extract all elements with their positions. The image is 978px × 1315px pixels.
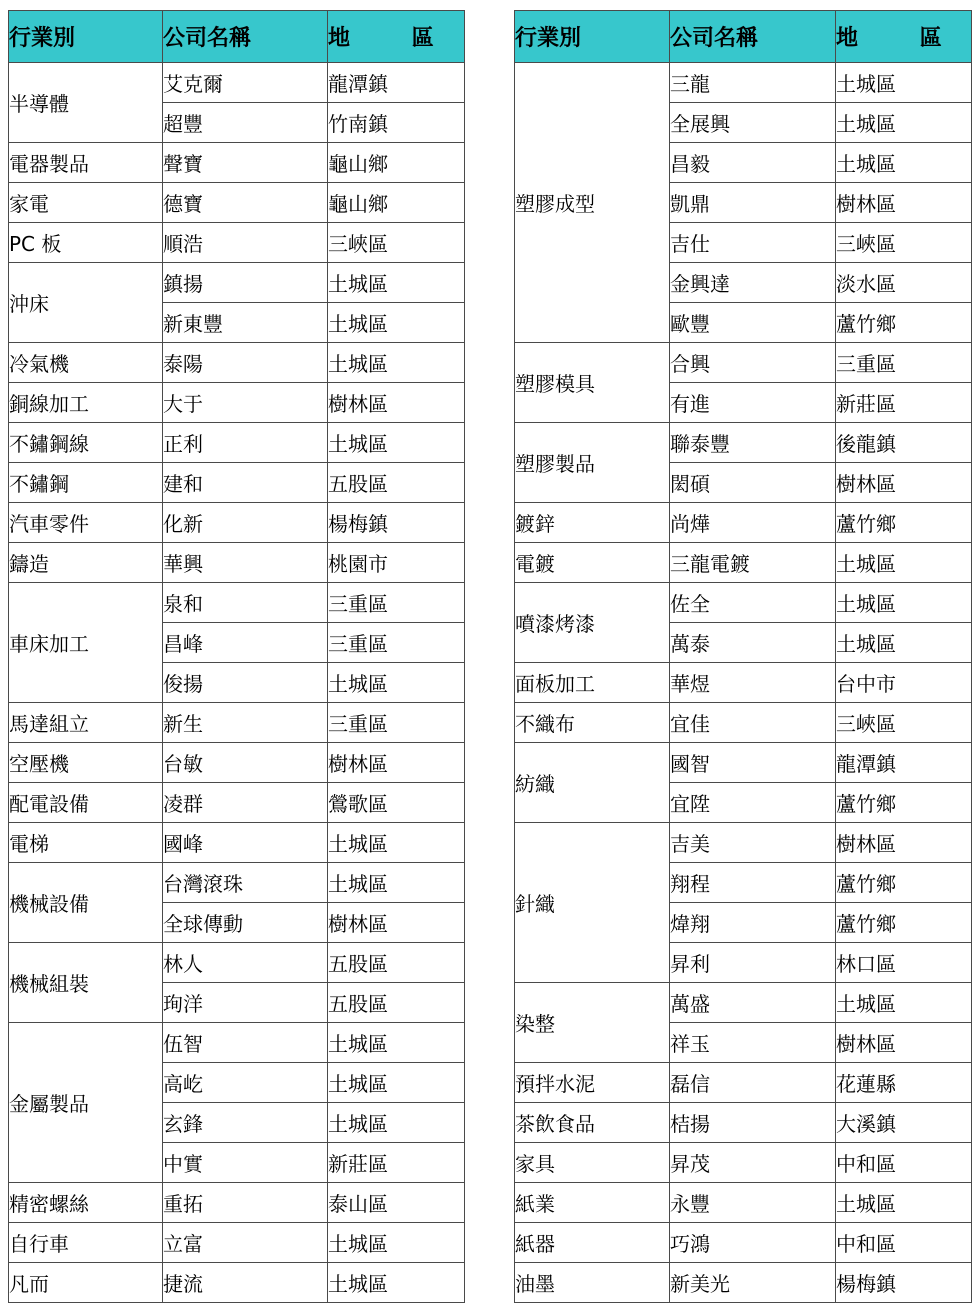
industry-cell: 自行車	[9, 1223, 163, 1263]
industry-cell: PC 板	[9, 223, 163, 263]
company-cell: 三龍電鍍	[670, 543, 836, 583]
company-cell: 重拓	[163, 1183, 328, 1223]
table-row	[515, 343, 972, 383]
industry-cell: 機械組裝	[9, 943, 163, 1023]
table-body-right	[515, 63, 972, 1303]
table-row	[515, 1263, 972, 1303]
company-cell: 祥玉	[670, 1023, 836, 1063]
region-cell: 土城區	[836, 143, 972, 183]
header-region	[328, 11, 465, 63]
company-cell: 艾克爾	[163, 63, 328, 103]
region-cell: 土城區	[836, 1183, 972, 1223]
header-row	[515, 11, 972, 63]
region-cell: 土城區	[328, 823, 465, 863]
industry-cell: 配電設備	[9, 783, 163, 823]
region-cell: 三重區	[328, 703, 465, 743]
company-cell: 大于	[163, 383, 328, 423]
industry-cell: 電梯	[9, 823, 163, 863]
company-cell: 永豐	[670, 1183, 836, 1223]
company-cell: 新東豐	[163, 303, 328, 343]
table-row	[515, 63, 972, 103]
region-cell: 土城區	[328, 663, 465, 703]
company-cell: 有進	[670, 383, 836, 423]
company-table-left	[8, 10, 465, 1303]
industry-cell: 電鍍	[515, 543, 670, 583]
company-cell: 華煜	[670, 663, 836, 703]
header-region-label: 地 區	[836, 26, 962, 51]
region-cell: 蘆竹鄉	[836, 863, 972, 903]
company-cell: 泉和	[163, 583, 328, 623]
table-row	[9, 703, 465, 743]
region-cell: 台中市	[836, 663, 972, 703]
header-row	[9, 11, 465, 63]
region-cell: 土城區	[328, 1103, 465, 1143]
company-cell: 磊信	[670, 1063, 836, 1103]
company-cell: 伍智	[163, 1023, 328, 1063]
region-cell: 土城區	[836, 623, 972, 663]
industry-cell: 茶飲食品	[515, 1103, 670, 1143]
header-region	[836, 11, 972, 63]
company-cell: 國智	[670, 743, 836, 783]
company-cell: 國峰	[163, 823, 328, 863]
region-cell: 新莊區	[328, 1143, 465, 1183]
header-industry: 行業別	[9, 11, 163, 63]
company-cell: 新生	[163, 703, 328, 743]
table-row	[9, 63, 465, 103]
region-cell: 土城區	[328, 1263, 465, 1303]
table-row	[9, 343, 465, 383]
region-cell: 五股區	[328, 983, 465, 1023]
industry-cell: 不織布	[515, 703, 670, 743]
region-cell: 龜山鄉	[328, 143, 465, 183]
industry-cell: 染整	[515, 983, 670, 1063]
region-cell: 樹林區	[328, 743, 465, 783]
table-row	[515, 503, 972, 543]
industry-cell: 空壓機	[9, 743, 163, 783]
table-row	[9, 823, 465, 863]
region-cell: 三峽區	[328, 223, 465, 263]
table-row	[9, 143, 465, 183]
region-cell: 蘆竹鄉	[836, 783, 972, 823]
company-cell: 巧鴻	[670, 1223, 836, 1263]
company-cell: 宜佳	[670, 703, 836, 743]
region-cell: 後龍鎮	[836, 423, 972, 463]
industry-cell: 家具	[515, 1143, 670, 1183]
region-cell: 龍潭鎮	[328, 63, 465, 103]
industry-cell: 塑膠製品	[515, 423, 670, 503]
region-cell: 龍潭鎮	[836, 743, 972, 783]
industry-cell: 紡織	[515, 743, 670, 823]
region-cell: 龜山鄉	[328, 183, 465, 223]
industry-cell: 不鏽鋼線	[9, 423, 163, 463]
company-cell: 建和	[163, 463, 328, 503]
region-cell: 三重區	[836, 343, 972, 383]
company-cell: 合興	[670, 343, 836, 383]
region-cell: 五股區	[328, 943, 465, 983]
company-cell: 吉仕	[670, 223, 836, 263]
industry-cell: 鑄造	[9, 543, 163, 583]
header-company: 公司名稱	[670, 11, 836, 63]
industry-cell: 汽車零件	[9, 503, 163, 543]
region-cell: 鶯歌區	[328, 783, 465, 823]
company-cell: 三龍	[670, 63, 836, 103]
region-cell: 土城區	[328, 1223, 465, 1263]
table-row	[515, 1143, 972, 1183]
region-cell: 樹林區	[836, 183, 972, 223]
region-cell: 樹林區	[836, 823, 972, 863]
region-cell: 三峽區	[836, 223, 972, 263]
region-cell: 土城區	[836, 103, 972, 143]
region-cell: 樹林區	[836, 463, 972, 503]
industry-cell: 紙業	[515, 1183, 670, 1223]
table-row	[515, 1183, 972, 1223]
table-row	[9, 1263, 465, 1303]
company-cell: 鎮揚	[163, 263, 328, 303]
table-row	[515, 663, 972, 703]
region-cell: 竹南鎮	[328, 103, 465, 143]
company-cell: 林人	[163, 943, 328, 983]
company-cell: 德寶	[163, 183, 328, 223]
region-cell: 土城區	[328, 303, 465, 343]
table-row	[515, 1063, 972, 1103]
table-row	[9, 1023, 465, 1063]
company-cell: 順浩	[163, 223, 328, 263]
table-row	[515, 823, 972, 863]
table-row	[515, 1223, 972, 1263]
industry-cell: 不鏽鋼	[9, 463, 163, 503]
table-row	[9, 223, 465, 263]
table-row	[515, 743, 972, 783]
company-cell: 台敏	[163, 743, 328, 783]
company-cell: 尚燁	[670, 503, 836, 543]
industry-cell: 半導體	[9, 63, 163, 143]
company-cell: 台灣滾珠	[163, 863, 328, 903]
company-cell: 中實	[163, 1143, 328, 1183]
company-cell: 昇利	[670, 943, 836, 983]
table-row	[9, 1183, 465, 1223]
company-cell: 宜陞	[670, 783, 836, 823]
table-row	[9, 1223, 465, 1263]
company-cell: 捷流	[163, 1263, 328, 1303]
company-cell: 華興	[163, 543, 328, 583]
company-cell: 桔揚	[670, 1103, 836, 1143]
region-cell: 蘆竹鄉	[836, 503, 972, 543]
company-cell: 珣洋	[163, 983, 328, 1023]
company-cell: 聲寶	[163, 143, 328, 183]
region-cell: 土城區	[836, 583, 972, 623]
industry-cell: 凡而	[9, 1263, 163, 1303]
region-cell: 楊梅鎮	[328, 503, 465, 543]
region-cell: 花蓮縣	[836, 1063, 972, 1103]
industry-cell: 機械設備	[9, 863, 163, 943]
industry-cell: 精密螺絲	[9, 1183, 163, 1223]
region-cell: 土城區	[328, 1023, 465, 1063]
industry-cell: 塑膠模具	[515, 343, 670, 423]
industry-cell: 噴漆烤漆	[515, 583, 670, 663]
industry-cell: 車床加工	[9, 583, 163, 703]
region-cell: 桃園市	[328, 543, 465, 583]
company-cell: 煒翔	[670, 903, 836, 943]
region-cell: 蘆竹鄉	[836, 303, 972, 343]
region-cell: 五股區	[328, 463, 465, 503]
industry-cell: 家電	[9, 183, 163, 223]
industry-cell: 沖床	[9, 263, 163, 343]
region-cell: 三重區	[328, 623, 465, 663]
company-table-right	[514, 10, 972, 1303]
table-row	[515, 703, 972, 743]
company-cell: 俊揚	[163, 663, 328, 703]
company-cell: 全展興	[670, 103, 836, 143]
table-row	[9, 183, 465, 223]
table-row	[9, 783, 465, 823]
table-row	[515, 543, 972, 583]
header-company: 公司名稱	[163, 11, 328, 63]
region-cell: 新莊區	[836, 383, 972, 423]
table-row	[9, 383, 465, 423]
company-cell: 凌群	[163, 783, 328, 823]
company-cell: 金興達	[670, 263, 836, 303]
table-row	[9, 583, 465, 623]
region-cell: 樹林區	[328, 903, 465, 943]
company-cell: 玄鋒	[163, 1103, 328, 1143]
table-row	[9, 543, 465, 583]
table-row	[515, 423, 972, 463]
table-row	[9, 863, 465, 903]
table-row	[9, 503, 465, 543]
company-cell: 佐全	[670, 583, 836, 623]
industry-cell: 針織	[515, 823, 670, 983]
company-cell: 高屹	[163, 1063, 328, 1103]
region-cell: 中和區	[836, 1143, 972, 1183]
industry-cell: 面板加工	[515, 663, 670, 703]
industry-cell: 冷氣機	[9, 343, 163, 383]
table-row	[9, 263, 465, 303]
region-cell: 土城區	[328, 1063, 465, 1103]
company-cell: 泰陽	[163, 343, 328, 383]
industry-cell: 金屬製品	[9, 1023, 163, 1183]
region-cell: 大溪鎮	[836, 1103, 972, 1143]
company-cell: 閎碩	[670, 463, 836, 503]
region-cell: 樹林區	[328, 383, 465, 423]
region-cell: 中和區	[836, 1223, 972, 1263]
company-cell: 萬盛	[670, 983, 836, 1023]
company-cell: 萬泰	[670, 623, 836, 663]
company-cell: 昌毅	[670, 143, 836, 183]
region-cell: 蘆竹鄉	[836, 903, 972, 943]
industry-cell: 馬達組立	[9, 703, 163, 743]
region-cell: 土城區	[836, 63, 972, 103]
table-row	[9, 463, 465, 503]
company-cell: 化新	[163, 503, 328, 543]
region-cell: 樹林區	[836, 1023, 972, 1063]
company-cell: 吉美	[670, 823, 836, 863]
table-row	[9, 743, 465, 783]
table-row	[515, 983, 972, 1023]
company-cell: 凱鼎	[670, 183, 836, 223]
company-cell: 全球傳動	[163, 903, 328, 943]
region-cell: 泰山區	[328, 1183, 465, 1223]
industry-cell: 銅線加工	[9, 383, 163, 423]
region-cell: 土城區	[328, 863, 465, 903]
company-cell: 歐豐	[670, 303, 836, 343]
table-row	[515, 1103, 972, 1143]
company-cell: 昌峰	[163, 623, 328, 663]
company-cell: 聯泰豐	[670, 423, 836, 463]
industry-cell: 電器製品	[9, 143, 163, 183]
industry-cell: 油墨	[515, 1263, 670, 1303]
industry-cell: 鍍鋅	[515, 503, 670, 543]
industry-cell: 塑膠成型	[515, 63, 670, 343]
region-cell: 土城區	[328, 343, 465, 383]
table-row	[515, 583, 972, 623]
region-cell: 淡水區	[836, 263, 972, 303]
region-cell: 三重區	[328, 583, 465, 623]
company-cell: 翔程	[670, 863, 836, 903]
region-cell: 土城區	[836, 983, 972, 1023]
region-cell: 楊梅鎮	[836, 1263, 972, 1303]
industry-cell: 紙器	[515, 1223, 670, 1263]
header-region-label: 地 區	[328, 26, 454, 51]
industry-cell: 預拌水泥	[515, 1063, 670, 1103]
company-cell: 昇茂	[670, 1143, 836, 1183]
region-cell: 土城區	[328, 263, 465, 303]
region-cell: 土城區	[836, 543, 972, 583]
company-cell: 超豐	[163, 103, 328, 143]
company-cell: 新美光	[670, 1263, 836, 1303]
table-row	[9, 943, 465, 983]
company-cell: 立富	[163, 1223, 328, 1263]
company-cell: 正利	[163, 423, 328, 463]
region-cell: 林口區	[836, 943, 972, 983]
header-industry: 行業別	[515, 11, 670, 63]
region-cell: 土城區	[328, 423, 465, 463]
table-body-left	[9, 63, 465, 1303]
table-row	[9, 423, 465, 463]
region-cell: 三峽區	[836, 703, 972, 743]
